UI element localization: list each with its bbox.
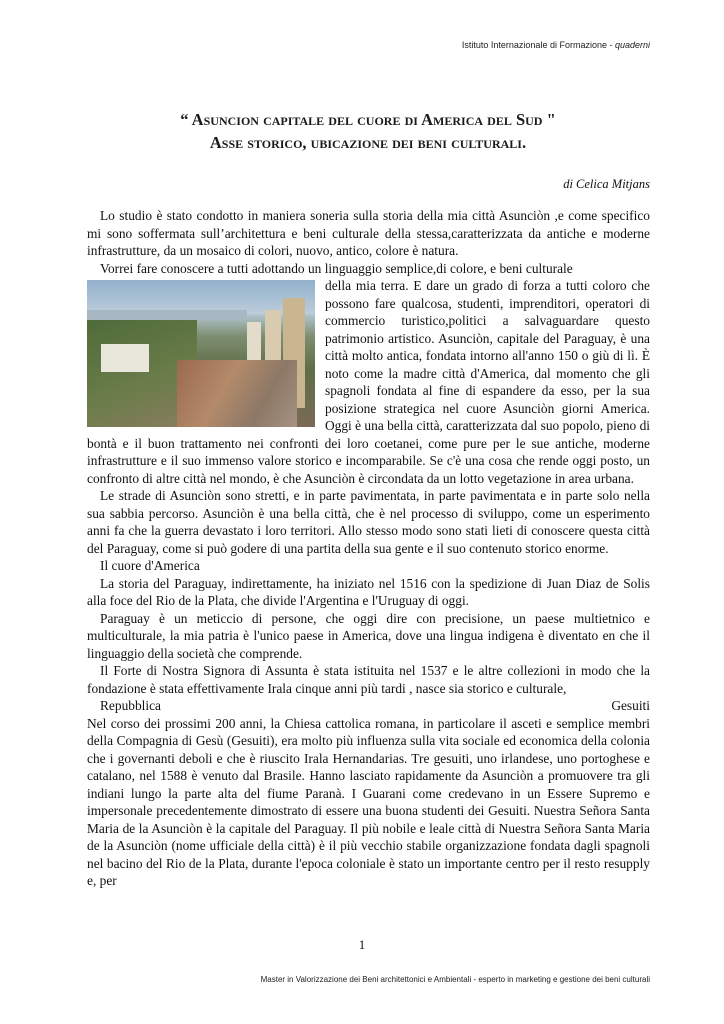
- paragraph-3: Le strade di Asunciòn sono stretti, e in parte pavimentata, in parte pavimentata e in parte solo nella sua sabbia percorso. Asunciòn è una bella città, che è nel processo di sviluppo, come un esperimento anni fa che la guerra devastato i loro territori. Allo stesso modo sono stati lieti di conoscere questa città del Paraguay, come si può godere di una partita della sua gente e il suo contenuto storico enorme.: [87, 488, 650, 556]
- page-number: 1: [358, 937, 366, 952]
- author-byline: di Celica Mitjans: [563, 177, 650, 191]
- paragraph-7: Il Forte di Nostra Signora di Assunta è stata istituita nel 1537 e le altre collezioni in modo che la fondazione è stata effettivamente Irala cinque anni più tardi , nasce sia storico e culturale,: [87, 663, 650, 696]
- paragraph-8: [87, 697, 650, 715]
- header-italic: quaderni: [614, 40, 650, 50]
- paragraph-2-intro: Vorrei fare conoscere a tutti adottando un linguaggio semplice,di colore, e beni culturale: [100, 260, 573, 276]
- paragraph-2-rest: della mia terra. E dare un grado di forza a tutti coloro che possono fare qualcosa, studenti, imprenditori, operatori di commercio turistico,politici a salvaguardare questo patrimonio artistico. Asunciòn, capitale del Paraguay, è una città molto antica, fondata intorno all'anno 150 o giù di lì. È noto come la madre città d'America, dal momento che gli spagnoli fondata al fine di espandere da esso, per la sua posizione strategica nel cuore Asunciòn giorni America. Oggi è una bella città, caratterizzata dal suo popolo, pieno di bontà e il buon trattamento nei confronti dei loro coetanei, come pure per le sue antiche, moderne infrastrutture e il suo immenso valore storico e incomparabile. Se c'è una cosa che rende oggi posto, un confronto di altre città nel mondo, è che Asunciòn è circondata da un lotto vegetazione in area urbana.: [87, 278, 650, 486]
- running-header: [462, 40, 650, 50]
- paragraph-6: Paraguay è un meticcio di persone, che oggi dire con precisione, un paese multietnico e multiculturale, la mia patria è l'unico paese in America, dove una lingua indigena è diventato en che il linguaggio della società che comprende.: [87, 610, 650, 661]
- running-footer: Master in Valorizzazione dei Beni architettonici e Ambientali - esperto in marketing e gestione dei beni culturali: [260, 975, 650, 984]
- header-text: Istituto Internazionale di Formazione -: [461, 40, 615, 50]
- paragraph-9: Nel corso dei prossimi 200 anni, la Chiesa cattolica romana, in particolare il asceti e semplice membri della Compagnia di Gesù (Gesuiti), era molto più influenza sulla vita sociale ed economica della colonia che i governanti deboli e che è riuscito Irala Hernandarias. Tre gesuiti, uno irlandese, uno portoghese e catalano, nel 1588 è venuto dal Brasile. Hanno lasciato rapidamente da Asunciòn a promuovere tra gli indiani lungo la parte alta del fiume Paranà. I Guarani come credevano in un Essere Supremo e impersonale precedentemente dimostrato di essere una buona studenti dei Gesuiti. Nuestra Señora Santa Maria de la Asunciòn è la capitale del Paraguay. Il più nobile e leale città di Nuestra Señora Santa Maria de la Asunciòn (nome ufficiale della città) è il più vecchio stabile organizzazione fondata dagli spagnoli nel bacino del Rio de la Plata, durante l'epoca coloniale è stato un importante centro per il resto resupply e, per: [87, 715, 650, 888]
- paragraph-heart-of-america: Il cuore d'America: [100, 558, 200, 573]
- title-line-2: Asse storico, ubicazione dei beni culturali.: [209, 133, 527, 152]
- paragraph-1: Lo studio è stato condotto in maniera soneria sulla storia della mia città Asunciòn ,e come specifico mi sono soffermata sull’architettura e beni culturale della stessa,caratterizzata da antiche e moderne infrastrutture, da un mosaico di colori, nuovo, antico, colore è natura.: [87, 208, 650, 258]
- document-body: [87, 207, 650, 890]
- jesuits-label: Gesuiti: [611, 698, 650, 713]
- paragraph-5: La storia del Paraguay, indirettamente, ha iniziato nel 1516 con la spedizione di Juan Diaz de Solis alla foce del Rio de la Plata, che divide l'Argentina e l'Uruguay di oggi.: [87, 575, 650, 608]
- republic-label: Repubblica: [100, 698, 161, 713]
- title-line-1: “ Asuncion capitale del cuore di America del Sud ": [180, 110, 556, 129]
- asuncion-city-photo: [87, 280, 315, 427]
- document-title: [88, 108, 648, 154]
